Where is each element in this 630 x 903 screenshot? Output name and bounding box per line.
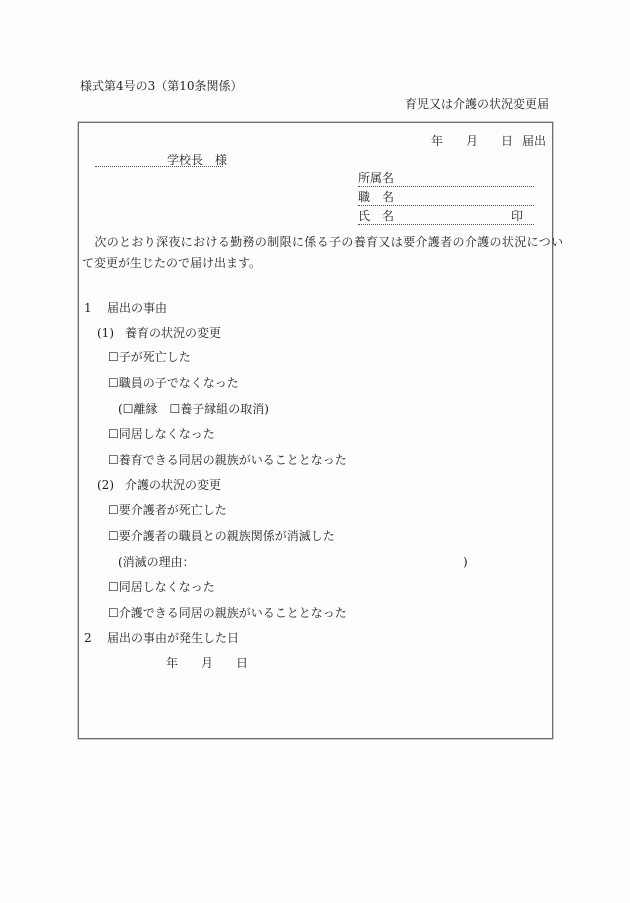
checkbox-icon[interactable]: ☐ xyxy=(108,427,119,441)
checkbox-icon[interactable]: ☐ xyxy=(122,402,134,416)
sub2-number: (2) xyxy=(97,478,114,492)
reason-field[interactable] xyxy=(196,553,458,569)
form-number: 様式第4号の3（第10条関係） xyxy=(80,79,243,93)
sub2-item-care-recipient-died[interactable] xyxy=(108,503,227,517)
position-label: 職 名 xyxy=(358,190,395,204)
section1-number: 1 xyxy=(84,301,92,315)
addressee-label: 学校長 様 xyxy=(167,153,228,167)
sub1-detail xyxy=(118,402,269,416)
detail-open-paren: ( xyxy=(118,402,123,416)
intro-line-1: 次のとおり深夜における勤務の制限に係る子の養育又は要介護者の介護の状況につい xyxy=(82,235,564,249)
item-label: 同居しなくなった xyxy=(118,427,215,441)
name-label: 氏 名 xyxy=(358,209,395,223)
sub2-item-relation-ended[interactable] xyxy=(108,529,335,543)
occurrence-month-label: 月 xyxy=(201,656,214,670)
submission-year-label: 年 xyxy=(431,134,444,148)
sub1-item-no-longer-cohabiting[interactable] xyxy=(108,427,215,441)
form-title: 育児又は介護の状況変更届 xyxy=(405,97,550,111)
affiliation-field[interactable] xyxy=(358,171,534,187)
sub1-item-no-longer-child[interactable] xyxy=(108,376,239,390)
item-label: 職員の子でなくなった xyxy=(118,376,239,390)
section2-title: 届出の事由が発生した日 xyxy=(107,631,240,645)
reason-label: (消滅の理由： xyxy=(118,555,195,569)
affiliation-label: 所属名 xyxy=(358,171,395,185)
item-label: 要介護者の職員との親族関係が消滅した xyxy=(118,529,335,543)
submission-submitted-label: 届出 xyxy=(522,134,547,148)
occurrence-day-label: 日 xyxy=(236,656,249,670)
checkbox-icon[interactable]: ☐ xyxy=(108,350,119,364)
sub1-number: (1) xyxy=(97,326,114,340)
submission-day-label: 日 xyxy=(501,134,514,148)
item-label: 介護できる同居の親族がいることとなった xyxy=(118,606,347,620)
checkbox-icon[interactable]: ☐ xyxy=(108,580,119,594)
checkbox-icon[interactable]: ☐ xyxy=(108,376,119,390)
sub2-item-no-longer-cohabiting[interactable] xyxy=(108,580,215,594)
item-label: 養育できる同居の親族がいることとなった xyxy=(118,453,347,467)
sub1-item-child-died[interactable] xyxy=(108,350,191,364)
sub1-title: 養育の状況の変更 xyxy=(125,326,222,340)
checkbox-icon[interactable]: ☐ xyxy=(108,453,119,467)
submission-month-label: 月 xyxy=(466,134,479,148)
checkbox-icon[interactable]: ☐ xyxy=(108,503,119,517)
item-label: 同居しなくなった xyxy=(118,580,215,594)
detail-close-paren: ) xyxy=(264,402,269,416)
item-label: 子が死亡した xyxy=(118,350,191,364)
checkbox-icon[interactable]: ☐ xyxy=(108,606,119,620)
name-field[interactable] xyxy=(358,209,534,225)
seal-label: 印 xyxy=(511,209,524,223)
detail-option-dissolution: 離縁 xyxy=(133,402,158,416)
detail-option-adoption-cancel: 養子縁組の取消 xyxy=(180,402,265,416)
section2-number: 2 xyxy=(84,631,92,645)
checkbox-icon[interactable]: ☐ xyxy=(169,402,181,416)
sub1-item-relative-can-raise[interactable] xyxy=(108,453,347,467)
intro-line-2: て変更が生じたので届け出ます。 xyxy=(82,256,262,270)
reason-close-paren: ) xyxy=(463,555,468,569)
item-label: 要介護者が死亡した xyxy=(118,503,227,517)
section1-title: 届出の事由 xyxy=(107,301,168,315)
sub2-item-relative-can-care[interactable] xyxy=(108,606,347,620)
checkbox-icon[interactable]: ☐ xyxy=(108,529,119,543)
position-field[interactable] xyxy=(358,190,534,206)
occurrence-year-label: 年 xyxy=(166,656,179,670)
sub2-title: 介護の状況の変更 xyxy=(125,478,222,492)
